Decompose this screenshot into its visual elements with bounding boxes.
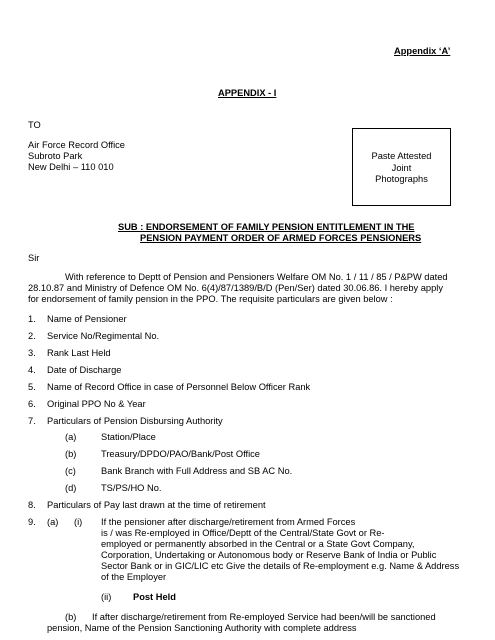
item-7a-number: (a): [65, 432, 77, 442]
page-title: APPENDIX - I: [218, 88, 277, 98]
item-7b-number: (b): [65, 449, 77, 459]
item-7d-text: TS/PS/HO No.: [101, 483, 162, 493]
item-7-text: Particulars of Pension Disbursing Authority: [47, 416, 223, 426]
photo-box-line-1: Paste Attested: [371, 151, 432, 161]
item-9b-line-1: If after discharge/retirement from Re-employed Service had been/will be sanctioned: [92, 612, 436, 622]
item-7b-text: Treasury/DPDO/PAO/Bank/Post Office: [101, 449, 260, 459]
appendix-reference: Appendix ‘A’: [394, 46, 451, 56]
item-9b-line-2: pension, Name of the Pension Sanctioning Authority with complete address: [47, 623, 357, 633]
item-9-number: 9.: [28, 517, 36, 527]
item-9b-label: (b): [65, 612, 77, 622]
item-9a-i-line-5: Sector Bank or in GIC/LIC etc Give the details of Re-employment e.g. Name & Address: [101, 561, 460, 571]
item-3-text: Rank Last Held: [47, 348, 111, 358]
item-9a-ii-text: Post Held: [133, 592, 176, 602]
item-7-number: 7.: [28, 416, 36, 426]
item-9a-i-line-2: is / was Re-employed in Office/Deptt of the Central/State Govt or Re-: [101, 528, 385, 538]
item-6-number: 6.: [28, 399, 36, 409]
item-9a-i-line-6: of the Employer: [101, 572, 167, 582]
photo-box-line-3: Photographs: [375, 174, 428, 184]
item-1-text: Name of Pensioner: [47, 314, 127, 324]
address-line-2: Subroto Park: [28, 151, 83, 161]
item-1-number: 1.: [28, 314, 36, 324]
address-line-3: New Delhi – 110 010: [28, 162, 114, 172]
item-3-number: 3.: [28, 348, 36, 358]
item-8-text: Particulars of Pay last drawn at the time of retirement: [47, 500, 266, 510]
item-6-text: Original PPO No & Year: [47, 399, 146, 409]
item-9a-i-line-3: employed or permanently absorbed in the Central or a State Govt Company,: [101, 539, 415, 549]
item-2-number: 2.: [28, 331, 36, 341]
intro-line-1: With reference to Deptt of Pension and Pensioners Welfare OM No. 1 / 11 / 85 / P&PW dated: [65, 272, 448, 282]
subject-line-2: PENSION PAYMENT ORDER OF ARMED FORCES PENSIONERS: [140, 233, 422, 243]
item-4-text: Date of Discharge: [47, 365, 122, 375]
item-5-text: Name of Record Office in case of Personnel Below Officer Rank: [47, 382, 311, 392]
address-line-1: Air Force Record Office: [28, 140, 125, 150]
item-7a-text: Station/Place: [101, 432, 156, 442]
to-label: TO: [28, 120, 41, 130]
item-9a-ii-label: (ii): [101, 592, 112, 602]
item-7d-number: (d): [65, 483, 77, 493]
item-9a-label: (a): [47, 517, 59, 527]
item-9a-i-label: (i): [74, 517, 83, 527]
item-9a-i-line-4: Corporation, Undertaking or Autonomous body or Reserve Bank of India or Public: [101, 550, 437, 560]
item-2-text: Service No/Regimental No.: [47, 331, 160, 341]
intro-line-2: 28.10.87 and Ministry of Defence OM No. 6(4)/87/1389/B/D (Pen/Ser) dated 30.06.86. I hereby apply: [28, 283, 443, 293]
photo-box-line-2: Joint: [391, 162, 412, 173]
photo-placeholder-box: [352, 128, 451, 206]
item-9a-i-line-1: If the pensioner after discharge/retirement from Armed Forces: [101, 517, 356, 527]
salutation: Sir: [28, 253, 40, 263]
item-7c-text: Bank Branch with Full Address and SB AC No.: [101, 466, 293, 476]
item-4-number: 4.: [28, 365, 36, 375]
subject-line-1: SUB : ENDORSEMENT OF FAMILY PENSION ENTITLEMENT IN THE: [118, 222, 415, 232]
intro-line-3: for endorsement of family pension in the PPO. The requisite particulars are given below :: [28, 294, 393, 304]
item-7c-number: (c): [65, 466, 76, 476]
item-5-number: 5.: [28, 382, 36, 392]
item-8-number: 8.: [28, 500, 36, 510]
